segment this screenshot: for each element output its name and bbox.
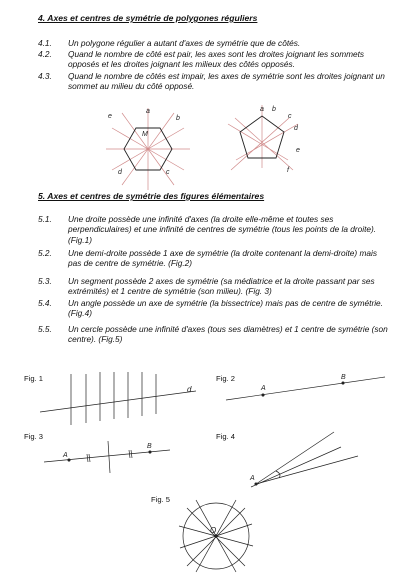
fig4-label: Fig. 4 (216, 432, 235, 441)
fig5-label: Fig. 5 (151, 495, 170, 504)
item-text: Un cercle possède une infinité d'axes (tous ses diamètres) et 1 centre de symétrie (son centre). (Fig.5) (68, 324, 388, 345)
hex-label-d: d (118, 169, 122, 176)
fig3-point-b: B (147, 443, 152, 450)
pent-label-f: f (287, 167, 289, 174)
item-number: 5.2. (38, 248, 52, 258)
item-number: 4.1. (38, 38, 52, 48)
fig1-point-label: d (187, 385, 192, 394)
pent-label-e: e (296, 147, 300, 154)
pent-label-b: b (272, 106, 276, 113)
fig2-point-b: B (341, 374, 346, 381)
fig3-label: Fig. 3 (24, 432, 43, 441)
item-number: 4.2. (38, 49, 52, 59)
fig4-point-a: A (250, 475, 255, 482)
item-text: Une droite possède une infinité d'axes (la droite elle-même et toutes ses perpendiculaires) et une infinité de centres de symétrie (tous les points de la droite). (Fig.1) (68, 214, 377, 245)
hex-label-e: e (108, 113, 112, 120)
item-number: 4.3. (38, 71, 52, 81)
item-number: 5.5. (38, 324, 52, 334)
item-text: Une demi-droite possède 1 axe de symétrie (la droite contenant la demi-droite) mais pas de centre de symétrie. (Fig.2) (68, 248, 377, 269)
fig2-label: Fig. 2 (216, 374, 235, 383)
section5-heading: 5. Axes et centres de symétrie des figures élémentaires (38, 191, 265, 201)
item-number: 5.1. (38, 214, 52, 224)
section4-heading: 4. Axes et centres de symétrie de polygones réguliers (38, 13, 258, 23)
fig1-drawing (40, 372, 196, 425)
item-text: Quand le nombre de côtés est impair, les axes de symétrie sont les droites joignant un sommet au milieu du côté opposé. (68, 71, 385, 92)
fig5-center-label: O (210, 526, 217, 535)
item-text: Quand le nombre de côté est pair, les axes sont les droites joignant les sommets opposés et les droites joignant les milieux des côtés opposés. (68, 49, 365, 70)
fig1-label: Fig. 1 (24, 374, 43, 383)
hex-label-a: a (146, 108, 150, 115)
item-number: 5.3. (38, 276, 52, 286)
pent-label-c: c (288, 113, 292, 120)
item-text: Un segment possède 2 axes de symétrie (sa médiatrice et la droite passant par ses extrémités) et 1 centre de symétrie (son milieu). (Fig. 3) (68, 276, 375, 297)
fig2-drawing (226, 377, 385, 400)
hex-label-c: c (166, 169, 170, 176)
fig2-point-a: A (261, 385, 266, 392)
fig5-drawing (179, 500, 253, 572)
item-number: 5.4. (38, 298, 52, 308)
pent-label-d: d (294, 125, 298, 132)
item-text: Un polygone régulier a autant d'axes de symétrie que de côtés. (68, 38, 301, 48)
hex-label-m: M (142, 131, 148, 138)
fig4-drawing (251, 432, 358, 487)
hex-label-b: b (176, 115, 180, 122)
fig3-point-a: A (63, 452, 68, 459)
pent-label-a: a (260, 106, 264, 113)
item-text: Un angle possède un axe de symétrie (la bissectrice) mais pas de centre de symétrie. (Fig.4) (68, 298, 383, 319)
